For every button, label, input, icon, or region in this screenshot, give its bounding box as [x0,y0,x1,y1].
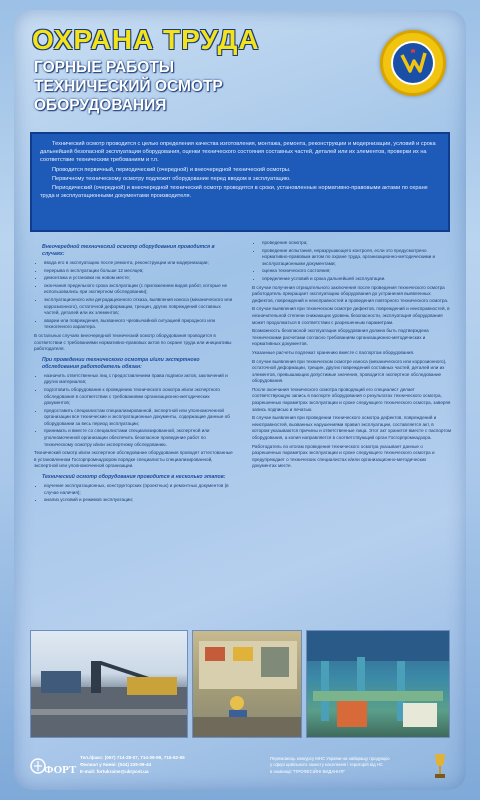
intro-paragraph: Проводится первичный, периодический (очередной) и внеочередной технический осмотры. [52,166,291,173]
body-paragraph: Указанные расчеты подлежат хранению вместе с паспортом оборудования. [252,349,415,355]
emblem-logo-inner [391,41,435,85]
list-item: • ввода его в эксплуатацию после ремонта, реконструкции или модернизации; [44,260,234,267]
section-heading: Внеочередной технический осмотр оборудования проводится в случаях: [42,244,215,257]
list-item: • аварии или повреждения, вызванного чрезвычайной ситуацией природного или техногенного характера. [44,318,234,331]
list-item: • предоставить специалистам специализированной, экспертной или уполномоченной организации все технические и эксплуатационные документы, содержащие данные об оборудовании за весь период эксплуатации; [44,408,234,428]
list-item: • проведение осмотра; [262,240,452,247]
list-item: • перерыва в эксплуатации больше 12 месяцев; [44,268,234,275]
body-paragraph: В случае выявления при техническом осмотре износа (механического или коррозионного), остаточной деформации, трещин, других повреждений составных частей, деталей или их элементов, превышающих допустимые значения, проводится экспертное обследование оборудования. [252,358,447,384]
list-item: • изучение эксплуатационных, конструкторских (проектных) и ремонтных документов (в случае наличия); [44,483,234,496]
intro-paragraph: Технический осмотр проводится с целью определения качества изготовления, монтажа, ремонта, реконструкции и модернизации, условий и срока дальнейшей безопасной эксплуатации оборудования, оценки технического состояния составных частей, деталей или их элементов, проверки их на соответствие техническим требованиям и т.п. [40,141,436,164]
award-line: в номінації "ПРОФЕСІЙНІ ВИДАННЯ" [270,768,346,774]
award-line: у сфері цивільного захисту населення і територій від НС [270,762,383,768]
intro-paragraph: Периодический (очередной) и внеочередной технический осмотр проводятся в сроки, установленные нормативно-правовыми актами по охране труда и эксплуатационными документами производителя. [40,185,428,200]
control-room-photo [192,630,302,738]
trophy-icon [432,752,448,780]
publisher-name: ФОРТ [44,764,77,776]
list-item: • определение условий и срока дальнейшей эксплуатации. [262,276,452,283]
emblem-logo [380,30,446,96]
body-paragraph: В остальных случаях внеочередной технический осмотр оборудования проводится в соответствии с требованиями нормативно-правовых актов по охране труда или инициативы работодателя. [34,332,232,352]
body-paragraph: В случае выявления при техническом осмотре дефектов, повреждений и неисправностей, в незначительной степени снижающих уровень безопасности, эксплуатация оборудования может продолжаться в соответствии с разрешенным параметрам. [252,306,450,325]
list-item: • проведение испытания, неразрушающего контроля, если это предусмотрено нормативно-правовым актом по охране труда, организационно-методическими и эксплуатационными документами; [262,248,452,268]
subtitle-line: ТЕХНИЧЕСКИЙ ОСМОТР [34,78,223,95]
list-item: • оценка технического состояния; [262,268,452,275]
contest-award-text [270,756,430,775]
list-item: • назначить ответственных лиц с предоставлением права подписи актов, заключений и других материалов; [44,373,234,386]
poster-subtitle [34,58,334,115]
workshop-equipment-photo [306,630,450,738]
body-paragraph: Работодатель по итогам проведения технического осмотра указывает данные о разрешенных параметрах эксплуатации и сроке следующего технического осмотра и предупреждает о технических специалистах и/или организационно-методических документах месте. [252,443,435,469]
intro-panel [30,132,450,232]
contact-line: Филиал у Киеві: (044) 229-09-44 [80,762,152,767]
photo-strip [30,630,450,738]
contact-line: Тел./факс: (057) 714-28-07, 714-09-99, 715-62-65 [80,755,185,760]
section-heading: Технический осмотр оборудования проводится в несколько этапов: [42,474,226,481]
body-paragraph: Возможность безопасной эксплуатации оборудования должна быть подтверждена техническими расчетами согласно требованиям организационно-методических и нормативных документов. [252,328,429,347]
list-item: • анализ условий и режимов эксплуатации; [44,497,234,504]
award-line: Переможець конкурсу МНС України на найкращу продукцію [270,756,390,761]
contact-line: E-mail: fortukraine@ukrpost.ua [80,769,149,774]
poster-footer [30,752,450,782]
bullet-list [34,373,234,449]
bullet-list [34,260,234,331]
mining-site-photo [30,630,188,738]
body-paragraph: Технический осмотр и/или экспертное обследование оборудования проводят аттестованные в установленном Госгорпромнадзором порядке специалисты специализированной, экспертной или уполномоченной организации. [34,450,233,469]
publisher-contacts [80,754,260,775]
list-item: • окончания предельного срока эксплуатации (с приложением видов работ, которые не использовались при экспертном обследовании); [44,283,234,296]
list-item: • эксплуатационного или деградационного отказа, выявления износа (механического или коррозионного), остаточной деформации, трещин, других повреждений составных частей, деталей или их элементов; [44,297,234,317]
intro-paragraph: Первичному техническому осмотру подлежит оборудование перед вводом в эксплуатацию. [52,175,291,182]
list-item: • демонтажа и установки на новом месте; [44,275,234,282]
subtitle-line: ГОРНЫЕ РАБОТЫ [34,59,174,76]
bullet-list [252,240,452,283]
list-item: • подготовить оборудование к проведению технического осмотра и/или экспертного обследования в соответствии с требованиями организационно-методических документов; [44,387,234,407]
section-heading: При проведении технического осмотра и/или экспертного обследования работодатель обязан: [42,356,200,370]
left-text-column [34,240,234,506]
lightning-icon [393,43,433,83]
right-text-column [252,240,452,472]
list-item: • принимать и вместе со специалистами специализированной, экспертной или уполномоченной организации обеспечить безопасное проведение работ по техническому осмотру и/или экспертному обследованию. [44,428,234,448]
poster-title: ОХРАНА ТРУДА [32,24,260,55]
body-paragraph: В случае получения отрицательного заключения после проведения технического осмотра работодатель прекращает эксплуатацию оборудования до устранения выявленных дефектов, повреждений и неисправностей и проведения повторного технического осмотра. [252,284,449,303]
bullet-list [34,483,234,504]
body-paragraph: После окончания технического осмотра проводящий его специалист делает соответствующую запись в паспорте оборудования о результатах технического осмотра, разрешенных параметрах эксплуатации и сроке следующего технического осмотра, заверяя запись подписью и печатью. [252,386,451,412]
subtitle-line: ОБОРУДОВАНИЯ [34,97,167,114]
body-paragraph: В случае выявления при проведении технического осмотра дефектов, повреждений и неисправностей, вызванных нарушениями правил эксплуатации, составляется акт, в котором указываются причины и ответственные лица. Этот акт хранится вместе с паспортом оборудования, а копия направляется в соответствующий орган Госгорпромнадзора. [252,415,452,441]
